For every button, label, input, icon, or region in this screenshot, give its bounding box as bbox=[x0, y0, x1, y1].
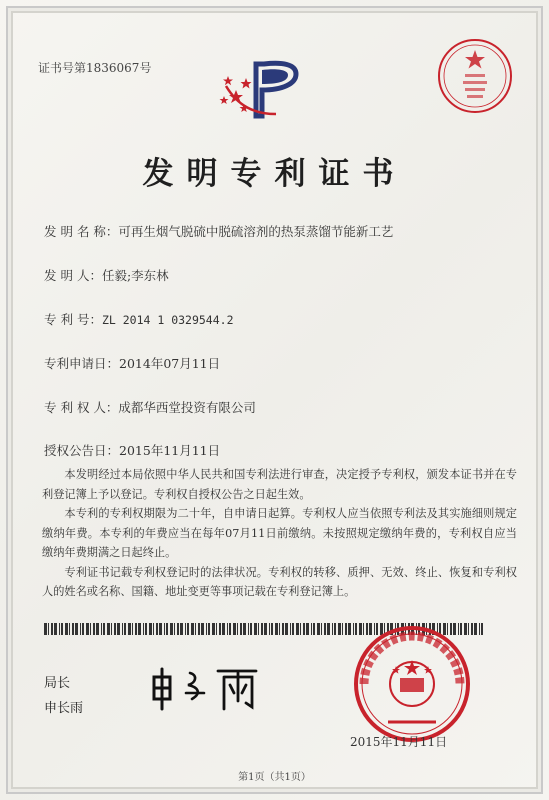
invention-name-label: 发 明 名 称： bbox=[44, 224, 119, 239]
director-name: 申长雨 bbox=[44, 701, 84, 716]
director-title: 局长 bbox=[44, 676, 71, 691]
body-paragraph: 专利证书记载专利权登记时的法律状况。专利权的转移、质押、无效、终止、恢复和专利权人的姓名或名称、国籍、地址变更等事项记载在专利登记簿上。 bbox=[42, 565, 517, 598]
certificate-number: 证书号第1836067号 bbox=[38, 61, 152, 75]
certificate-body bbox=[42, 465, 517, 602]
patentee-row bbox=[44, 398, 256, 416]
body-paragraph: 本专利的专利权期限为二十年，自申请日起算。专利权人应当依照专利法及其实施细则规定缴纳年费。本专利的年费应当在每年07月11日前缴纳。未按照规定缴纳年费的，专利权自应当缴纳年费期满之日起终止。 bbox=[42, 507, 517, 559]
page-title: 发明专利证书 bbox=[142, 156, 407, 192]
director-signature-icon bbox=[146, 663, 266, 713]
inventor-label: 发 明 人： bbox=[44, 268, 102, 283]
invention-name-value: 可再生烟气脱硫中脱硫溶剂的热泵蒸馏节能新工艺 bbox=[118, 224, 394, 239]
agency-seal-icon bbox=[425, 36, 525, 116]
application-date-value: 2014年07月11日 bbox=[119, 356, 221, 371]
patent-number-value: ZL 2014 1 0329544.2 bbox=[101, 313, 234, 327]
seal-date: 2015年11月11日 bbox=[350, 735, 448, 749]
grant-date-row bbox=[44, 441, 220, 459]
page-indicator: 第1页（共1页） bbox=[238, 772, 311, 783]
grant-date-value: 2015年11月11日 bbox=[119, 443, 221, 458]
patent-number-label: 专 利 号： bbox=[44, 312, 102, 327]
body-paragraph: 本发明经过本局依照中华人民共和国专利法进行审查，决定授予专利权，颁发本证书并在专利登记簿上予以登记。专利权自授权公告之日起生效。 bbox=[42, 468, 517, 501]
patent-office-logo-icon bbox=[216, 56, 314, 128]
patentee-label: 专 利 权 人： bbox=[44, 400, 119, 415]
patentee-value: 成都华西堂投资有限公司 bbox=[118, 400, 256, 415]
application-date-row bbox=[44, 354, 220, 372]
inventor-row bbox=[44, 266, 169, 284]
invention-name-row bbox=[44, 222, 393, 240]
grant-date-label: 授权公告日： bbox=[44, 443, 120, 458]
inventor-value: 任毅;李东林 bbox=[101, 268, 169, 283]
application-date-label: 专利申请日： bbox=[44, 356, 120, 371]
patent-number-row bbox=[44, 310, 234, 328]
